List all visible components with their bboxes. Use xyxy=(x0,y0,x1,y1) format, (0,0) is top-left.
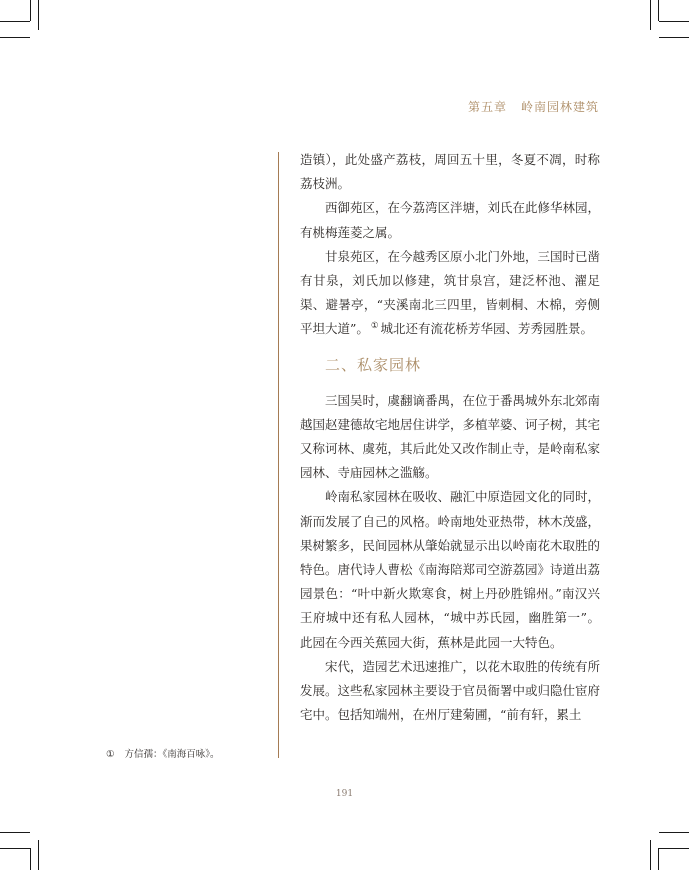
crop-mark xyxy=(659,832,689,833)
crop-mark xyxy=(30,0,31,21)
crop-mark xyxy=(659,21,689,22)
crop-mark xyxy=(0,21,30,22)
crop-mark xyxy=(650,0,651,30)
paragraph-text: 城北还有流花桥芳华园、芳秀园胜景。 xyxy=(380,321,594,337)
paragraph: 西御苑区，在今荔湾区泮塘，刘氏在此修华林园，有桃梅莲菱之属。 xyxy=(300,200,601,240)
crop-mark xyxy=(0,832,30,833)
running-header xyxy=(454,98,599,115)
paragraph-text: 甘泉苑区，在今越秀区原小北门外地，三国时已凿有甘泉，刘氏加以修建，筑甘泉宫，建泛杯池、濯足渠、避暑亭，“夹溪南北三四里，皆刺桐、木棉，旁侧平坦大道”。 xyxy=(300,248,601,337)
crop-mark xyxy=(658,0,659,21)
footnote-number: ① xyxy=(106,749,115,760)
chapter-number: 第五章 xyxy=(467,100,507,114)
paragraph: 宋代，造园艺术迅速推广，以花木取胜的传统有所发展。这些私家园林主要设于官员衙署中或归隐仕宦府宅中。包括知端州，在州厅建菊圃，“前有轩，累土 xyxy=(300,658,601,723)
crop-mark xyxy=(0,37,30,38)
body-text xyxy=(300,148,600,727)
page-number: 191 xyxy=(335,789,354,799)
crop-mark xyxy=(38,840,39,870)
crop-mark xyxy=(658,848,659,870)
footnote-marker: ① xyxy=(370,321,379,332)
footnote-text: 方信孺：《南海百咏》。 xyxy=(124,749,220,760)
paragraph xyxy=(300,245,600,342)
chapter-title: 岭南园林建筑 xyxy=(520,100,599,114)
footnote xyxy=(106,746,220,760)
crop-mark xyxy=(30,848,31,870)
crop-mark xyxy=(650,840,651,870)
section-heading: 二、私家园林 xyxy=(325,355,422,374)
paragraph: 岭南私家园林在吸收、融汇中原造园文化的同时，渐而发展了自己的风格。岭南地处亚热带，林木茂盛，果树繁多，民间园林从肇始就显示出以岭南花木取胜的特色。唐代诗人曹松《南海陪郑司空游荔园》诗道出荔园景色：“叶中新火欺寒食，树上丹砂胜锦州。”南汉兴王府城中还有私人园林，“城中苏氏园，幽胜第一”。此园在今西关蕉园大街，蕉林是此园一大特色。 xyxy=(300,489,601,650)
margin-rule xyxy=(278,152,279,758)
crop-mark xyxy=(38,0,39,30)
paragraph: 三国吴时，虞翻谪番禺，在位于番禺城外东北郊南越国赵建德故宅地居住讲学，多植苹婆、诃子树，其宅又称诃林、虞苑，其后此处又改作制止寺，是岭南私家园林、寺庙园林之滥觞。 xyxy=(300,392,601,481)
paragraph: 造镇），此处盛产荔枝，周回五十里，冬夏不凋，时称荔枝洲。 xyxy=(300,152,600,192)
crop-mark xyxy=(659,37,689,38)
crop-mark xyxy=(659,848,689,849)
crop-mark xyxy=(0,848,30,849)
